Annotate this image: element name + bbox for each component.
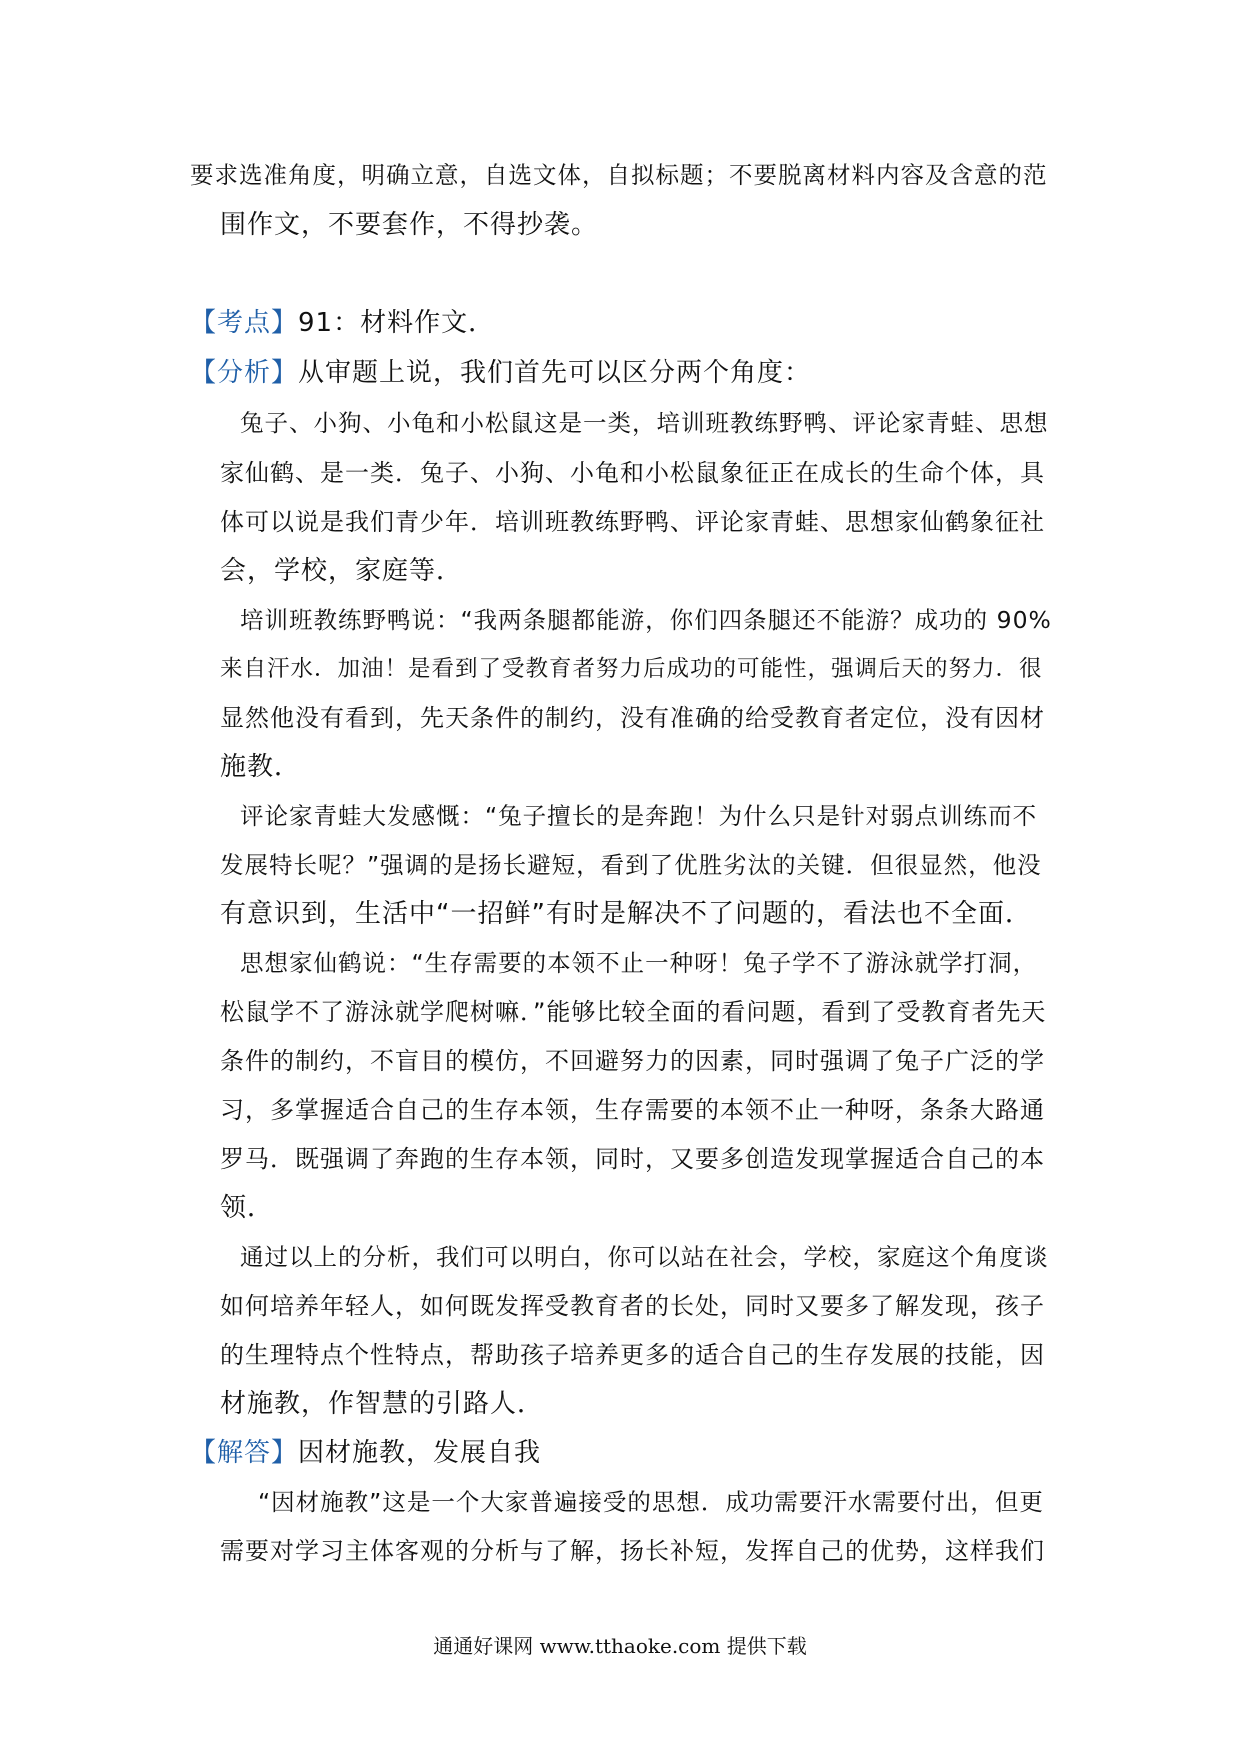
kaodian-row (190, 306, 495, 340)
answer-line: 需要对学习主体客观的分析与了解，扬长补短，发挥自己的优势，这样我们 (220, 1537, 1045, 1565)
kaodian-text: 91：材料作文． (298, 308, 496, 338)
analysis-line: 来自汗水．加油！是看到了受教育者努力后成功的可能性，强调后天的努力．很 (220, 656, 1043, 682)
analysis-line: 体可以说是我们青少年．培训班教练野鸭、评论家青蛙、思想家仙鹤象征社 (220, 508, 1045, 536)
analysis-line: 显然他没有看到，先天条件的制约，没有准确的给受教育者定位，没有因材 (220, 704, 1045, 732)
analysis-line: 如何培养年轻人，如何既发挥受教育者的长处，同时又要多了解发现，孩子 (220, 1292, 1045, 1320)
intro-line: 围作文，不要套作，不得抄袭。 (220, 210, 599, 240)
jieda-tag: 【解答】 (190, 1438, 299, 1468)
analysis-line: 条件的制约，不盲目的模仿，不回避努力的因素，同时强调了兔子广泛的学 (220, 1047, 1045, 1075)
analysis-line: 施教． (220, 752, 302, 782)
analysis-line: 发展特长呢？”强调的是扬长避短，看到了优胜劣汰的关键．但很显然，他没 (220, 851, 1042, 879)
analysis-line: 评论家青蛙大发感慨：“兔子擅长的是奔跑！为什么只是针对弱点训练而不 (240, 802, 1038, 830)
jieda-row (190, 1436, 541, 1470)
fenxi-first-line: 从审题上说，我们首先可以区分两个角度： (298, 358, 812, 388)
jieda-first-line: 因材施教，发展自我 (298, 1438, 542, 1468)
intro-line: 要求选准角度，明确立意，自选文体，自拟标题；不要脱离材料内容及含意的范 (190, 161, 1048, 189)
analysis-line: 通过以上的分析，我们可以明白，你可以站在社会，学校，家庭这个角度谈 (240, 1243, 1049, 1271)
page-footer: 通通好课网 www.tthaoke.com 提供下载 (433, 1634, 807, 1658)
answer-line: “因材施教”这是一个大家普遍接受的思想．成功需要汗水需要付出，但更 (258, 1488, 1044, 1516)
analysis-line: 领． (220, 1193, 275, 1223)
analysis-line: 有意识到，生活中“一招鲜”有时是解决不了问题的，看法也不全面． (220, 899, 1032, 929)
analysis-line: 思想家仙鹤说：“生存需要的本领不止一种呀！兔子学不了游泳就学打洞， (240, 949, 1038, 977)
analysis-line: 培训班教练野鸭说：“我两条腿都能游，你们四条腿还不能游？成功的 90% (240, 606, 1052, 634)
analysis-line: 松鼠学不了游泳就学爬树嘛．”能够比较全面的看问题，看到了受教育者先天 (220, 998, 1047, 1026)
analysis-line: 罗马．既强调了奔跑的生存本领，同时，又要多创造发现掌握适合自己的本 (220, 1145, 1045, 1173)
analysis-line: 兔子、小狗、小龟和小松鼠这是一类，培训班教练野鸭、评论家青蛙、思想 (240, 409, 1049, 437)
analysis-line: 家仙鹤、是一类．兔子、小狗、小龟和小松鼠象征正在成长的生命个体，具 (220, 459, 1045, 487)
kaodian-tag: 【考点】 (190, 308, 299, 338)
fenxi-row (190, 356, 811, 390)
fenxi-tag: 【分析】 (190, 358, 299, 388)
analysis-line: 材施教，作智慧的引路人． (220, 1389, 545, 1419)
analysis-line: 习，多掌握适合自己的生存本领，生存需要的本领不止一种呀，条条大路通 (220, 1096, 1045, 1124)
analysis-line: 的生理特点个性特点，帮助孩子培养更多的适合自己的生存发展的技能，因 (220, 1341, 1045, 1369)
analysis-line: 会，学校，家庭等． (220, 556, 464, 586)
